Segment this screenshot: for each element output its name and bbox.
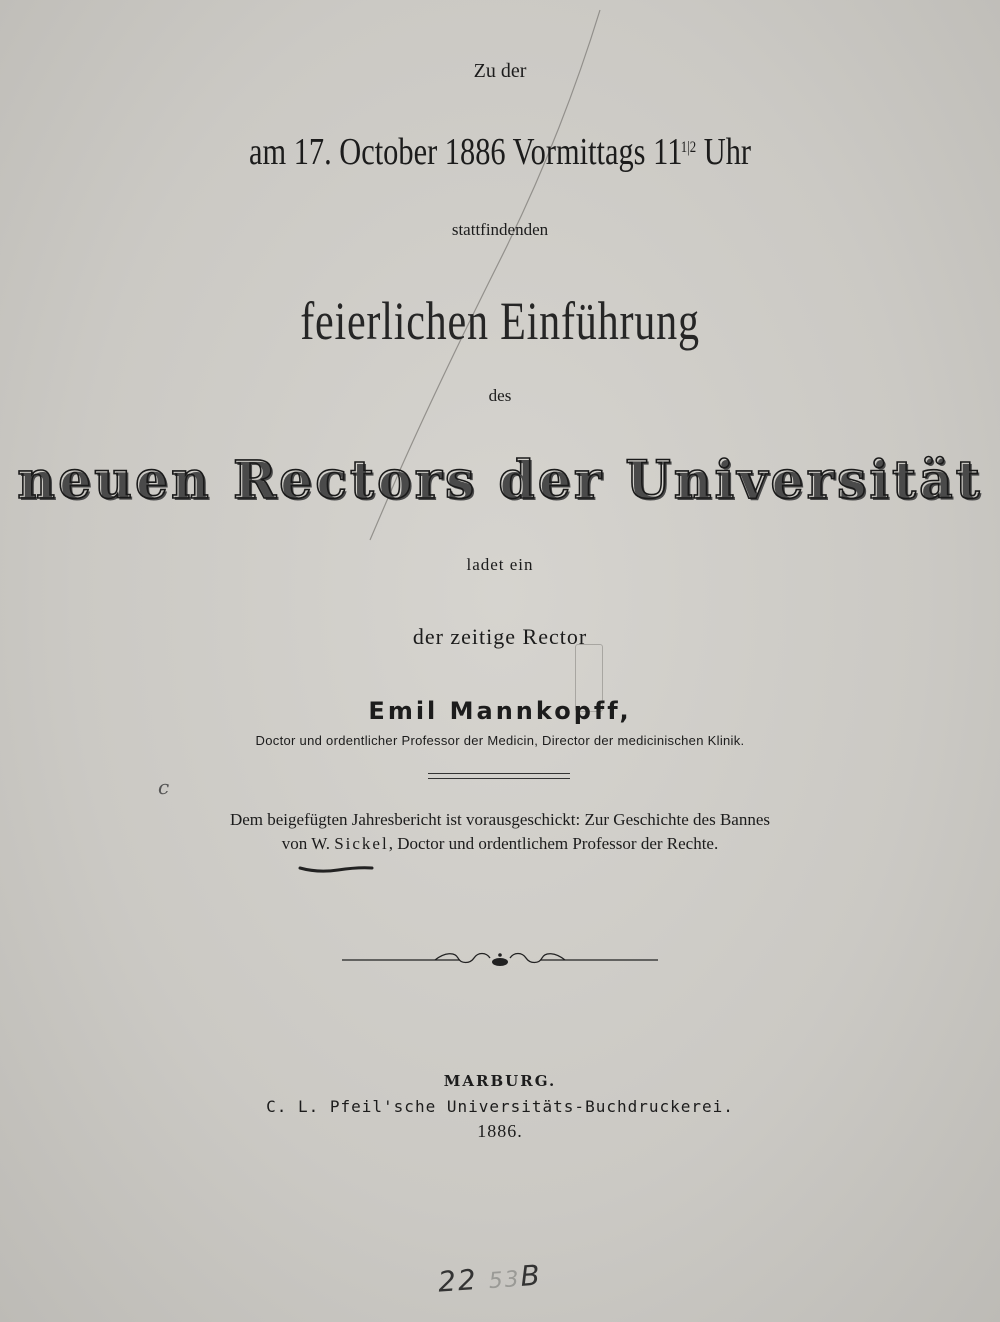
imprint-year: 1886. xyxy=(477,1121,523,1141)
date-unit: Uhr xyxy=(696,131,752,173)
imprint-place: MARBURG. xyxy=(443,1072,557,1090)
note-line-2 xyxy=(0,834,1000,854)
handwritten-underline xyxy=(298,862,378,876)
intro-line: Zu der xyxy=(473,60,527,82)
note-line-2-suffix: , Doctor und ordentlichem Professor der Rechte. xyxy=(388,834,719,853)
imprint-printer: C. L. Pfeil'sche Universitäts-Buchdruckerei. xyxy=(266,1097,734,1116)
shelfmark-number: 22 xyxy=(436,1262,479,1299)
ornament-divider xyxy=(340,948,660,972)
stattfindenden-line: stattfindenden xyxy=(451,220,549,239)
shelfmark-faint: 53 xyxy=(487,1266,522,1295)
note-author-name: Sickel xyxy=(334,834,389,853)
invitation-line: ladet ein xyxy=(466,555,534,574)
date-line xyxy=(100,130,900,174)
main-title: neuen Rectors der Universität xyxy=(17,450,983,511)
margin-handwritten-mark: c xyxy=(158,775,170,799)
note-line-1: Dem beigefügten Jahresbericht ist vorausgeschickt: Zur Geschichte des Bannes xyxy=(229,810,771,829)
author-name: Emil Mannkopff, xyxy=(368,697,632,725)
double-rule-divider xyxy=(428,773,570,779)
des-line: des xyxy=(488,386,512,405)
shelfmark-letter: B xyxy=(519,1258,543,1293)
ceremony-heading: feierlichen Einführung xyxy=(300,291,700,351)
rector-line: der zeitige Rector xyxy=(412,624,588,649)
author-description: Doctor und ordentlicher Professor der Medicin, Director der medicinischen Klinik. xyxy=(255,733,745,748)
note-line-2-prefix: von W. xyxy=(281,834,335,853)
date-text: am 17. October 1886 Vormittags 11 xyxy=(248,131,683,173)
time-fraction: 1|2 xyxy=(680,139,697,156)
